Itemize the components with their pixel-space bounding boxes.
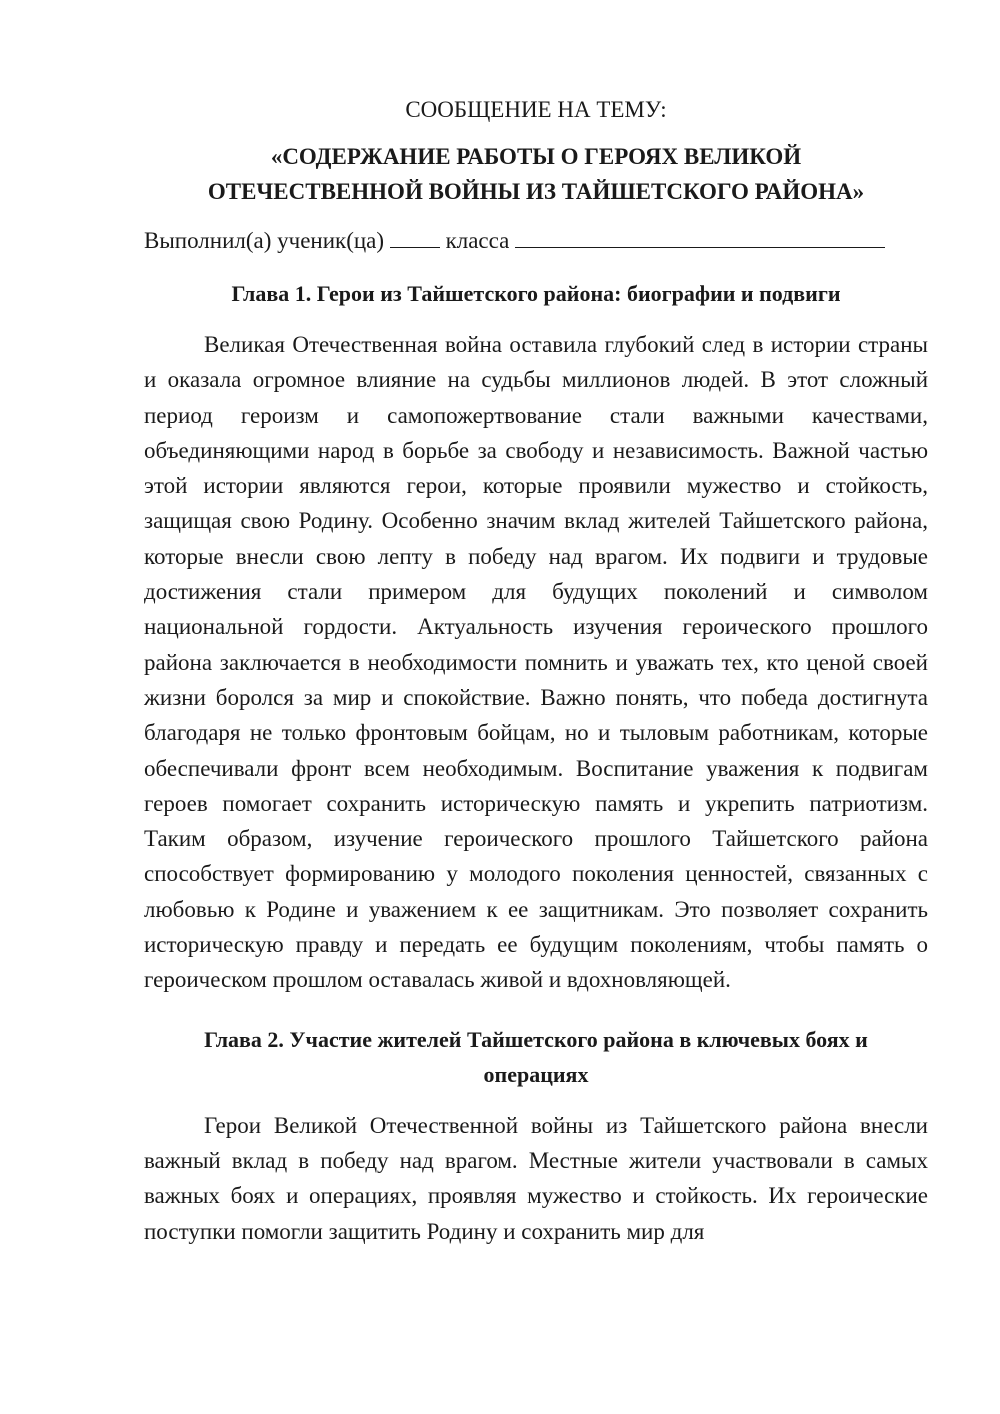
chapter-2-paragraph: Герои Великой Отечественной войны из Тайшетского района внесли важный вклад в победу над врагом. Местные жители участвовали в самых важных боях и операциях, проявляя мужество и стойкость. Их героические поступки помогли защитить Родину и сохранить мир для bbox=[144, 1112, 928, 1244]
chapter-1-title bbox=[144, 276, 928, 311]
document-title bbox=[144, 139, 928, 209]
chapter-1-paragraph: Великая Отечественная война оставила глубокий след в истории страны и оказала огромное влияние на судьбы миллионов людей. В этот сложный период героизм и самопожертвование стали важными качествами, объединяющими народ в борьбе за свободу и независимость. Важной частью этой истории являются герои, которые проявили мужество и стойкость, защищая свою Родину. Особенно значим вклад жителей Тайшетского района, которые внесли свою лепту в победу над врагом. Их подвиги и трудовые достижения стали примером для будущих поколений и символом национальной гордости. Актуальность изучения героического прошлого района заключается в необходимости помнить и уважать тех, кто ценой своей жизни боролся за мир и спокойствие. Важно понять, что победа достигнута благодаря не только фронтовым бойцам, но и тыловым работникам, которые обеспечивали фронт всем необходимым. Воспитание уважения к подвигам героев помогает сохранить историческую память и укрепить патриотизм. Таким образом, изучение героического прошлого Тайшетского района способствует формированию у молодого поколения ценностей, связанных с любовью к Родине и уважением к ее защитникам. Это позволяет сохранить историческую правду и передать ее будущим поколениям, чтобы память о героическом прошлом оставалась живой и вдохновляющей. bbox=[144, 332, 928, 993]
document-title-line-2: ОТЕЧЕСТВЕННОЙ ВОЙНЫ ИЗ ТАЙШЕТСКОГО РАЙОНА» bbox=[207, 179, 865, 204]
document-content bbox=[144, 92, 928, 1249]
chapter-2-title-line-2: операциях bbox=[483, 1061, 589, 1087]
class-label: класса bbox=[445, 228, 510, 253]
chapter-2-title-line-1: Глава 2. Участие жителей Тайшетского района в ключевых боях и bbox=[204, 1026, 868, 1052]
document-heading: СООБЩЕНИЕ НА ТЕМУ: bbox=[405, 97, 667, 122]
document-title-line-1: «СОДЕРЖАНИЕ РАБОТЫ О ГЕРОЯХ ВЕЛИКОЙ bbox=[270, 144, 802, 169]
class-letter-blank bbox=[515, 225, 885, 248]
chapter-1-title-text: Глава 1. Герои из Тайшетского района: биографии и подвиги bbox=[231, 281, 841, 306]
class-number-blank bbox=[390, 225, 440, 248]
author-prefix: Выполнил(а) ученик(ца) bbox=[144, 228, 385, 253]
author-line bbox=[144, 223, 928, 258]
chapter-2-title bbox=[144, 1022, 928, 1092]
